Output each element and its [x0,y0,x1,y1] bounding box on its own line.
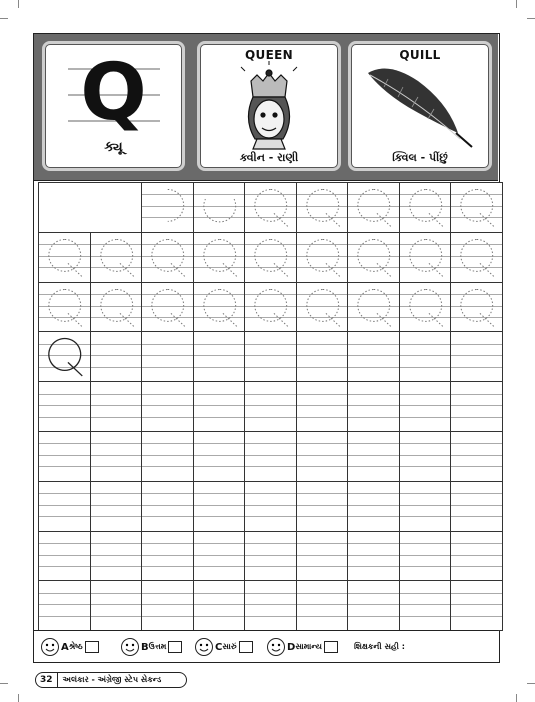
letter-name: ક્યૂ [104,139,123,155]
quill-caption: ક્વિલ - પીંછું [392,151,448,164]
letter-q-trace-icon [297,283,349,333]
practice-cell[interactable] [347,531,400,582]
letter-q-trace-icon [91,233,143,283]
grade-b-checkbox[interactable] [168,641,182,653]
practice-cell[interactable] [296,331,349,382]
practice-cell[interactable] [244,232,297,283]
practice-cell[interactable] [347,381,400,432]
letter-q-trace-icon [91,283,143,333]
letter-q-trace-icon [194,233,246,283]
practice-cell[interactable] [450,331,503,382]
grade-c-checkbox[interactable] [239,641,253,653]
practice-cell[interactable] [193,481,246,532]
letter-q-trace-icon [245,233,297,283]
practice-cell[interactable] [244,431,297,482]
practice-cell[interactable] [141,431,194,482]
letter-q-trace-icon [39,283,91,333]
letter-q-trace-icon [451,283,503,333]
book-title: અલંકાર - અંગ્રેજી સ્ટેપ સેકન્ડ [62,675,162,684]
letter-q-trace-icon [142,183,194,233]
practice-cell[interactable] [399,282,452,333]
practice-cell[interactable] [90,531,143,582]
queen-word: QUEEN [245,48,293,62]
practice-cell[interactable] [296,431,349,482]
practice-cell[interactable] [90,381,143,432]
practice-cell[interactable] [38,580,91,631]
letter-q-trace-icon [39,233,91,283]
big-letter: Q [80,48,147,138]
practice-cell[interactable] [193,580,246,631]
letter-q-trace-icon [348,233,400,283]
practice-cell[interactable] [141,182,194,233]
practice-cell[interactable] [450,232,503,283]
practice-cell[interactable] [450,182,503,233]
practice-cell[interactable] [296,531,349,582]
practice-cell[interactable] [399,232,452,283]
practice-cell[interactable] [399,531,452,582]
grade-a-letter: A [61,641,69,653]
practice-cell[interactable] [296,381,349,432]
practice-cell[interactable] [347,431,400,482]
grade-d [266,637,338,657]
letter-q-trace-icon [245,283,297,333]
grade-c-letter: C [215,641,223,653]
practice-cell[interactable] [296,232,349,283]
letter-q-trace-icon [451,233,503,283]
teacher-signature-label: શિક્ષકની સહી : [354,642,405,651]
practice-cell[interactable] [38,331,91,382]
letter-q-trace-icon [400,283,452,333]
practice-cell[interactable] [38,232,91,283]
practice-cell[interactable] [141,531,194,582]
page-number: 32 [36,673,58,687]
practice-cell[interactable] [141,580,194,631]
practice-cell[interactable] [193,282,246,333]
queen-card [197,41,341,171]
practice-cell[interactable] [90,431,143,482]
practice-cell[interactable] [193,531,246,582]
letter-q-trace-icon [297,183,349,233]
letter-q-trace-icon [245,183,297,233]
letter-q-trace-icon [348,183,400,233]
grade-a-label: શ્રેષ્ઠ [68,642,83,651]
practice-cell[interactable] [90,232,143,283]
practice-cell[interactable] [141,232,194,283]
grade-a [40,637,99,657]
practice-cell[interactable] [399,481,452,532]
quill-word: QUILL [399,48,441,62]
practice-cell[interactable] [141,481,194,532]
practice-cell[interactable] [244,531,297,582]
practice-cell[interactable] [347,232,400,283]
practice-cell[interactable] [296,282,349,333]
practice-cell[interactable] [90,282,143,333]
smiley-icon [120,637,140,657]
practice-cell[interactable] [38,282,91,333]
practice-cell[interactable] [347,282,400,333]
practice-cell[interactable] [141,282,194,333]
practice-cell[interactable] [347,331,400,382]
practice-cell[interactable] [347,580,400,631]
letter-q-trace-icon [400,183,452,233]
practice-cell[interactable] [450,481,503,532]
grade-a-checkbox[interactable] [85,641,99,653]
letter-q-trace-icon [400,233,452,283]
practice-cell[interactable] [399,580,452,631]
practice-cell[interactable] [399,331,452,382]
worksheet-frame [33,33,500,663]
grade-d-checkbox[interactable] [324,641,338,653]
practice-cell[interactable] [193,182,246,233]
practice-cell[interactable] [347,182,400,233]
smiley-icon [194,637,214,657]
grade-c [194,637,253,657]
practice-cell[interactable] [244,282,297,333]
practice-cell[interactable] [141,381,194,432]
practice-cell[interactable] [399,381,452,432]
practice-cell[interactable] [347,481,400,532]
practice-cell[interactable] [296,481,349,532]
grade-d-letter: D [287,641,296,653]
queen-caption: ક્વીન - રાણી [239,151,299,164]
practice-cell[interactable] [90,481,143,532]
practice-cell[interactable] [141,331,194,382]
letter-q-trace-icon [348,283,400,333]
grading-footer [34,630,498,663]
practice-cell[interactable] [399,182,452,233]
practice-cell[interactable] [244,481,297,532]
smiley-icon [40,637,60,657]
practice-cell[interactable] [38,481,91,532]
practice-cell[interactable] [244,580,297,631]
practice-cell[interactable] [450,431,503,482]
practice-cell[interactable] [193,381,246,432]
practice-cell[interactable] [193,431,246,482]
practice-cell[interactable] [450,282,503,333]
practice-cell[interactable] [193,232,246,283]
practice-cell[interactable] [244,182,297,233]
practice-cell[interactable] [38,381,91,432]
instruction-cell [38,182,142,233]
letter-card [42,41,185,171]
page-footer [35,672,187,688]
practice-cell[interactable] [399,431,452,482]
grade-b-label: ઉત્તમ [148,642,167,651]
letter-q-trace-icon [39,332,91,382]
practice-cell[interactable] [90,580,143,631]
practice-cell[interactable] [38,531,91,582]
practice-cell[interactable] [38,431,91,482]
practice-cell[interactable] [193,331,246,382]
letter-q-trace-icon [297,233,349,283]
letter-q-trace-icon [451,183,503,233]
practice-cell[interactable] [450,580,503,631]
grade-b [120,637,182,657]
grade-b-letter: B [141,641,149,653]
letter-q-trace-icon [142,233,194,283]
smiley-icon [266,637,286,657]
practice-cell[interactable] [450,531,503,582]
grade-d-label: સામાન્ય [295,642,322,651]
practice-cell[interactable] [244,331,297,382]
practice-cell[interactable] [90,331,143,382]
letter-q-trace-icon [194,283,246,333]
letter-q-trace-icon [194,183,246,233]
practice-cell[interactable] [244,381,297,432]
practice-cell[interactable] [296,580,349,631]
header-band [34,34,498,181]
letter-q-trace-icon [142,283,194,333]
practice-cell[interactable] [450,381,503,432]
quill-card [348,41,492,171]
practice-cell[interactable] [296,182,349,233]
grade-c-label: સારું [222,642,237,651]
